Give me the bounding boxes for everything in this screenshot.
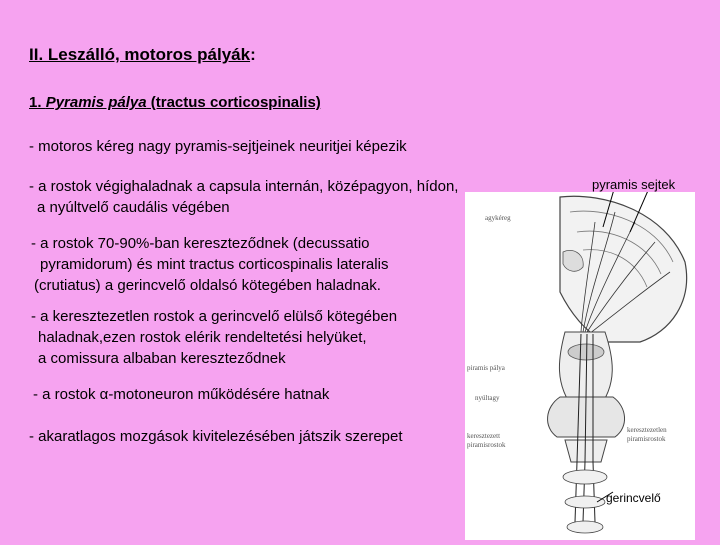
label-gerincvelo: gerincvelő (606, 491, 661, 505)
section-subtitle (29, 92, 321, 113)
bullet-2 (29, 176, 458, 218)
bullet-4-line-2: haladnak,ezen rostok elérik rendeltetési helyüket, (38, 329, 367, 346)
pyramidal-tract-figure (465, 192, 695, 540)
bullet-4 (31, 306, 397, 369)
bullet-4-line-1: - a keresztezetlen rostok a gerincvelő elülső kötegében (31, 308, 398, 325)
bullet-1: - motoros kéreg nagy pyramis-sejtjeinek neuritjei képezik (29, 138, 407, 155)
slide-title (29, 44, 256, 65)
label-keresztezett: keresztezett (467, 432, 501, 440)
label-keresztezett-2: piramisrostok (467, 441, 506, 449)
bullet-4-line-3: a comissura albaban kereszteződnek (38, 350, 286, 367)
subtitle-rest: (tractus corticospinalis) (146, 94, 321, 111)
title-text: II. Leszálló, motoros pályák (29, 45, 251, 64)
label-pyramis-sejtek: pyramis sejtek (592, 177, 676, 192)
spinal-cord-sections (563, 470, 607, 533)
subtitle-underlined (29, 94, 321, 111)
bullet-3-line-2: pyramidorum) és mint tractus corticospinalis lateralis (40, 256, 389, 273)
bullet-5: - a rostok α-motoneuron működésére hatnak (33, 386, 330, 403)
bullet-3 (31, 233, 388, 296)
bullet-3-line-1: - a rostok 70-90%-ban kereszteződnek (decussatio (31, 235, 370, 252)
label-keresztezetlen: keresztezetlen (627, 426, 667, 434)
label-piramispalya: piramis pálya (467, 364, 505, 372)
bullet-3-line-3: (crutiatus) a gerincvelő oldalsó kötegében haladnak. (34, 277, 381, 294)
subtitle-number: 1. (29, 94, 46, 111)
bullet-2-line-1: - a rostok végighaladnak a capsula internán, középagyon, hídon, (29, 178, 459, 195)
medulla (565, 440, 607, 462)
cerebral-peduncle (568, 344, 604, 360)
pyramidal-tract-diagram (465, 192, 695, 540)
title-suffix: : (250, 45, 256, 64)
label-keresztezetlen-2: piramisrostok (627, 435, 666, 443)
label-nyultagy: nyúltagy (475, 394, 500, 402)
bullet-6: - akaratlagos mozgások kivitelezésében játszik szerepet (29, 428, 403, 445)
subtitle-italic: Pyramis pálya (45, 94, 147, 111)
label-agykereg: agykéreg (485, 214, 511, 222)
bullet-2-line-2: a nyúltvelő caudális végében (37, 199, 230, 216)
